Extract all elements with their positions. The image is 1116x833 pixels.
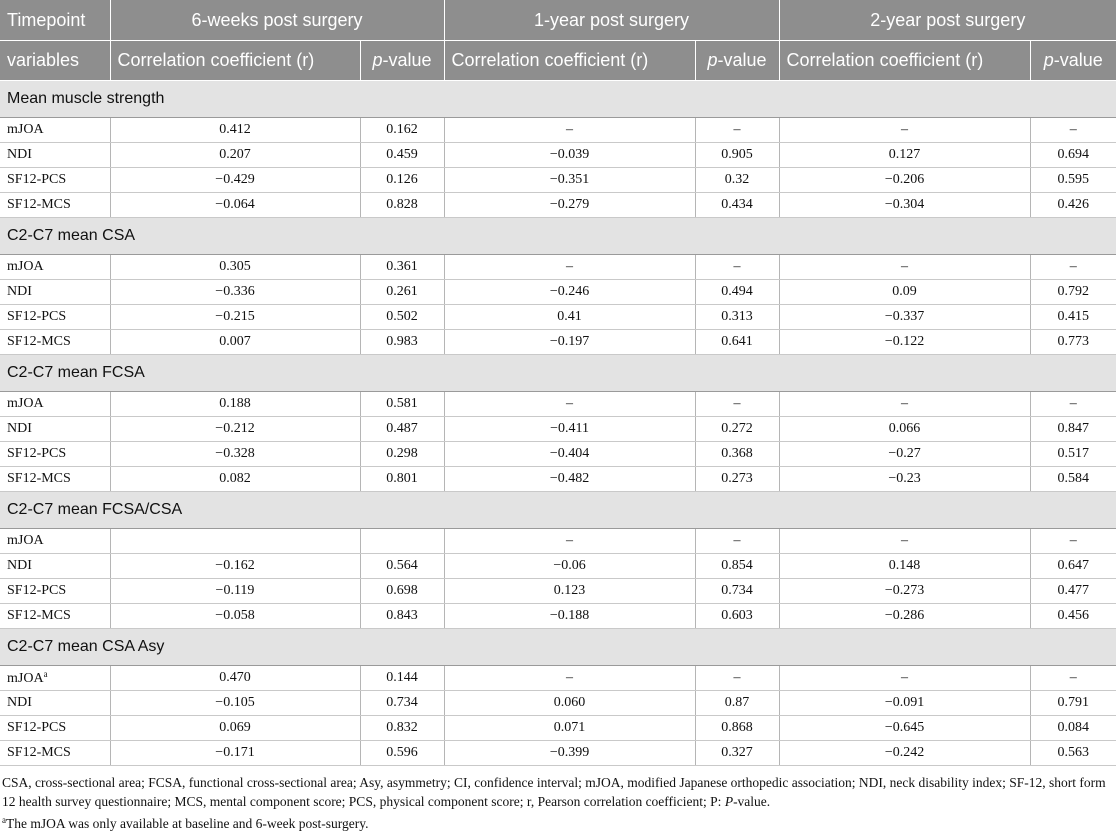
corr-6-weeks-cell: −0.429	[110, 168, 360, 193]
corr-1-year-cell: 0.060	[444, 691, 695, 716]
corr-1-year-cell: −0.279	[444, 193, 695, 218]
variable-cell	[0, 330, 110, 355]
corr-1-year-cell: –	[444, 529, 695, 554]
corr-1-year-cell: −0.351	[444, 168, 695, 193]
variable-label: mJOA	[7, 533, 44, 548]
corr-1-year-cell: –	[444, 666, 695, 691]
corr-1-year-cell: −0.188	[444, 604, 695, 629]
corr-6-weeks-cell: −0.171	[110, 741, 360, 766]
variable-label: SF12-PCS	[7, 583, 67, 598]
corr-1-year-cell: 0.123	[444, 579, 695, 604]
p-2-year-cell: 0.694	[1030, 143, 1116, 168]
corr-1-year-cell: 0.41	[444, 305, 695, 330]
p-1-year-cell: 0.868	[695, 716, 779, 741]
availability-note: $^a$The mJOA was only available at baseline and 6-week post-surgery.	[2, 815, 369, 831]
variable-label: SF12-PCS	[7, 446, 67, 461]
p-2-year-cell: –	[1030, 392, 1116, 417]
section-title: C2-C7 mean CSA Asy	[0, 629, 1116, 666]
corr-1-year-cell: −0.399	[444, 741, 695, 766]
corr-header-2-year: Correlation coefficient (r)	[779, 41, 1030, 81]
corr-2-year-cell: −0.286	[779, 604, 1030, 629]
variable-cell	[0, 118, 110, 143]
p-6-weeks-cell: 0.828	[360, 193, 444, 218]
p-6-weeks-cell: 0.126	[360, 168, 444, 193]
section-title: C2-C7 mean CSA	[0, 218, 1116, 255]
corr-1-year-cell: −0.197	[444, 330, 695, 355]
p-value-header-2-year: p-value	[1030, 41, 1116, 81]
table-row	[0, 305, 1116, 330]
table-row	[0, 666, 1116, 691]
corr-2-year-cell: –	[779, 529, 1030, 554]
footnote-marker: a	[43, 669, 48, 679]
variable-label: SF12-MCS	[7, 745, 71, 760]
variable-label: mJOA	[7, 396, 44, 411]
corr-6-weeks-cell: 0.207	[110, 143, 360, 168]
variable-label: SF12-MCS	[7, 471, 71, 486]
group-header-1-year: 1-year post surgery	[444, 0, 779, 41]
variable-cell	[0, 741, 110, 766]
p-6-weeks-cell: 0.487	[360, 417, 444, 442]
variable-label: NDI	[7, 421, 32, 436]
corr-6-weeks-cell: 0.412	[110, 118, 360, 143]
p-2-year-cell: –	[1030, 255, 1116, 280]
p-2-year-cell: 0.563	[1030, 741, 1116, 766]
section-row	[0, 355, 1116, 392]
p-6-weeks-cell: 0.564	[360, 554, 444, 579]
variable-cell	[0, 193, 110, 218]
p-1-year-cell: 0.734	[695, 579, 779, 604]
p-1-year-cell: 0.327	[695, 741, 779, 766]
corr-2-year-cell: −0.091	[779, 691, 1030, 716]
p-6-weeks-cell: 0.734	[360, 691, 444, 716]
corr-6-weeks-cell: −0.064	[110, 193, 360, 218]
p-2-year-cell: 0.647	[1030, 554, 1116, 579]
variable-cell	[0, 143, 110, 168]
variable-cell	[0, 280, 110, 305]
table-row	[0, 392, 1116, 417]
p-1-year-cell: 0.272	[695, 417, 779, 442]
p-1-year-cell: 0.854	[695, 554, 779, 579]
abbreviations-note: CSA, cross-sectional area; FCSA, functional cross-sectional area; Asy, asymmetry; CI, confidence interval; mJOA, modified Japanese orthopedic association; NDI, neck disability index; SF-12, short form 12 health survey questionnaire; MCS, mental component score; PCS, physical component score; r, Pearson correlation coefficient; P: P-value.	[2, 775, 1106, 809]
table-row	[0, 716, 1116, 741]
variable-label: mJOA	[7, 122, 44, 137]
variable-cell	[0, 716, 110, 741]
timepoint-header: Timepoint	[0, 0, 110, 41]
table-row	[0, 330, 1116, 355]
table-row	[0, 554, 1116, 579]
variable-cell	[0, 305, 110, 330]
p-6-weeks-cell: 0.261	[360, 280, 444, 305]
p-1-year-cell: 0.32	[695, 168, 779, 193]
variable-cell	[0, 168, 110, 193]
table-row	[0, 604, 1116, 629]
p-2-year-cell: 0.426	[1030, 193, 1116, 218]
corr-6-weeks-cell: −0.105	[110, 691, 360, 716]
variable-cell	[0, 467, 110, 492]
table-row	[0, 255, 1116, 280]
corr-2-year-cell: 0.09	[779, 280, 1030, 305]
corr-1-year-cell: –	[444, 255, 695, 280]
p-2-year-cell: 0.084	[1030, 716, 1116, 741]
corr-2-year-cell: –	[779, 118, 1030, 143]
variable-label: SF12-MCS	[7, 334, 71, 349]
variable-label: SF12-PCS	[7, 720, 67, 735]
p-6-weeks-cell: 0.983	[360, 330, 444, 355]
p-6-weeks-cell: 0.298	[360, 442, 444, 467]
corr-6-weeks-cell: 0.470	[110, 666, 360, 691]
p-1-year-cell: 0.603	[695, 604, 779, 629]
variable-cell	[0, 579, 110, 604]
p-2-year-cell: 0.791	[1030, 691, 1116, 716]
p-2-year-cell: 0.773	[1030, 330, 1116, 355]
corr-header-6-weeks: Correlation coefficient (r)	[110, 41, 360, 81]
p-2-year-cell: 0.415	[1030, 305, 1116, 330]
variable-label: mJOA	[7, 259, 44, 274]
p-2-year-cell: 0.477	[1030, 579, 1116, 604]
corr-2-year-cell: −0.23	[779, 467, 1030, 492]
section-row	[0, 218, 1116, 255]
variable-cell	[0, 529, 110, 554]
corr-6-weeks-cell: −0.058	[110, 604, 360, 629]
p-2-year-cell: –	[1030, 529, 1116, 554]
p-2-year-cell: 0.792	[1030, 280, 1116, 305]
p-6-weeks-cell: 0.459	[360, 143, 444, 168]
section-row	[0, 492, 1116, 529]
table-row	[0, 442, 1116, 467]
variable-cell	[0, 666, 110, 691]
variable-cell	[0, 442, 110, 467]
p-6-weeks-cell: 0.698	[360, 579, 444, 604]
variable-label: SF12-PCS	[7, 172, 67, 187]
corr-6-weeks-cell	[110, 529, 360, 554]
table-row	[0, 529, 1116, 554]
corr-1-year-cell: −0.246	[444, 280, 695, 305]
table-row	[0, 579, 1116, 604]
variable-label: NDI	[7, 147, 32, 162]
variable-label: NDI	[7, 558, 32, 573]
corr-6-weeks-cell: −0.336	[110, 280, 360, 305]
corr-1-year-cell: −0.411	[444, 417, 695, 442]
p-6-weeks-cell: 0.162	[360, 118, 444, 143]
variable-cell	[0, 554, 110, 579]
p-1-year-cell: 0.273	[695, 467, 779, 492]
p-6-weeks-cell: 0.502	[360, 305, 444, 330]
p-6-weeks-cell: 0.801	[360, 467, 444, 492]
variable-label: NDI	[7, 284, 32, 299]
p-1-year-cell: 0.368	[695, 442, 779, 467]
variable-cell	[0, 691, 110, 716]
p-1-year-cell: –	[695, 118, 779, 143]
group-header-6-weeks: 6-weeks post surgery	[110, 0, 444, 41]
corr-2-year-cell: −0.304	[779, 193, 1030, 218]
header-row-columns	[0, 41, 1116, 81]
p-1-year-cell: 0.87	[695, 691, 779, 716]
p-2-year-cell: 0.456	[1030, 604, 1116, 629]
variables-header: variables	[0, 41, 110, 81]
variable-label: SF12-MCS	[7, 608, 71, 623]
corr-1-year-cell: –	[444, 118, 695, 143]
corr-6-weeks-cell: 0.305	[110, 255, 360, 280]
p-6-weeks-cell: 0.144	[360, 666, 444, 691]
corr-6-weeks-cell: 0.188	[110, 392, 360, 417]
table-body	[0, 81, 1116, 766]
p-1-year-cell: –	[695, 529, 779, 554]
p-6-weeks-cell: 0.361	[360, 255, 444, 280]
p-2-year-cell: 0.517	[1030, 442, 1116, 467]
p-2-year-cell: –	[1030, 666, 1116, 691]
variable-label: mJOA	[7, 671, 44, 686]
p-1-year-cell: 0.434	[695, 193, 779, 218]
corr-6-weeks-cell: 0.082	[110, 467, 360, 492]
corr-2-year-cell: 0.148	[779, 554, 1030, 579]
section-title: C2-C7 mean FCSA	[0, 355, 1116, 392]
table-row	[0, 280, 1116, 305]
corr-2-year-cell: −0.27	[779, 442, 1030, 467]
p-1-year-cell: –	[695, 666, 779, 691]
table-header	[0, 0, 1116, 81]
corr-6-weeks-cell: 0.007	[110, 330, 360, 355]
variable-cell	[0, 417, 110, 442]
group-header-2-year: 2-year post surgery	[779, 0, 1116, 41]
corr-1-year-cell: 0.071	[444, 716, 695, 741]
variable-cell	[0, 255, 110, 280]
p-6-weeks-cell: 0.832	[360, 716, 444, 741]
p-value-header-1-year: p-value	[695, 41, 779, 81]
table-row	[0, 143, 1116, 168]
variable-label: SF12-PCS	[7, 309, 67, 324]
corr-6-weeks-cell: −0.212	[110, 417, 360, 442]
corr-6-weeks-cell: −0.162	[110, 554, 360, 579]
corr-2-year-cell: 0.066	[779, 417, 1030, 442]
corr-2-year-cell: −0.242	[779, 741, 1030, 766]
corr-2-year-cell: −0.273	[779, 579, 1030, 604]
corr-1-year-cell: −0.482	[444, 467, 695, 492]
corr-2-year-cell: 0.127	[779, 143, 1030, 168]
p-2-year-cell: –	[1030, 118, 1116, 143]
section-title: C2-C7 mean FCSA/CSA	[0, 492, 1116, 529]
corr-1-year-cell: −0.404	[444, 442, 695, 467]
p-1-year-cell: 0.905	[695, 143, 779, 168]
p-6-weeks-cell: 0.843	[360, 604, 444, 629]
p-1-year-cell: 0.494	[695, 280, 779, 305]
corr-header-1-year: Correlation coefficient (r)	[444, 41, 695, 81]
p-2-year-cell: 0.847	[1030, 417, 1116, 442]
table-row	[0, 168, 1116, 193]
header-row-timepoints	[0, 0, 1116, 41]
table-row	[0, 741, 1116, 766]
table-row	[0, 467, 1116, 492]
section-row	[0, 629, 1116, 666]
corr-2-year-cell: −0.206	[779, 168, 1030, 193]
corr-2-year-cell: –	[779, 392, 1030, 417]
variable-cell	[0, 604, 110, 629]
table-row	[0, 691, 1116, 716]
table-row	[0, 193, 1116, 218]
p-6-weeks-cell: 0.581	[360, 392, 444, 417]
corr-1-year-cell: −0.039	[444, 143, 695, 168]
p-2-year-cell: 0.584	[1030, 467, 1116, 492]
p-1-year-cell: 0.641	[695, 330, 779, 355]
section-row	[0, 81, 1116, 118]
corr-1-year-cell: –	[444, 392, 695, 417]
variable-cell	[0, 392, 110, 417]
p-6-weeks-cell	[360, 529, 444, 554]
corr-2-year-cell: –	[779, 666, 1030, 691]
table-row	[0, 417, 1116, 442]
corr-6-weeks-cell: −0.119	[110, 579, 360, 604]
p-1-year-cell: –	[695, 392, 779, 417]
p-1-year-cell: –	[695, 255, 779, 280]
corr-2-year-cell: –	[779, 255, 1030, 280]
table-row	[0, 118, 1116, 143]
corr-2-year-cell: −0.337	[779, 305, 1030, 330]
corr-6-weeks-cell: 0.069	[110, 716, 360, 741]
p-value-header-6-weeks: p-value	[360, 41, 444, 81]
corr-2-year-cell: −0.645	[779, 716, 1030, 741]
p-6-weeks-cell: 0.596	[360, 741, 444, 766]
corr-1-year-cell: −0.06	[444, 554, 695, 579]
section-title: Mean muscle strength	[0, 81, 1116, 118]
p-1-year-cell: 0.313	[695, 305, 779, 330]
corr-6-weeks-cell: −0.215	[110, 305, 360, 330]
variable-label: NDI	[7, 695, 32, 710]
corr-6-weeks-cell: −0.328	[110, 442, 360, 467]
variable-label: SF12-MCS	[7, 197, 71, 212]
p-2-year-cell: 0.595	[1030, 168, 1116, 193]
corr-2-year-cell: −0.122	[779, 330, 1030, 355]
